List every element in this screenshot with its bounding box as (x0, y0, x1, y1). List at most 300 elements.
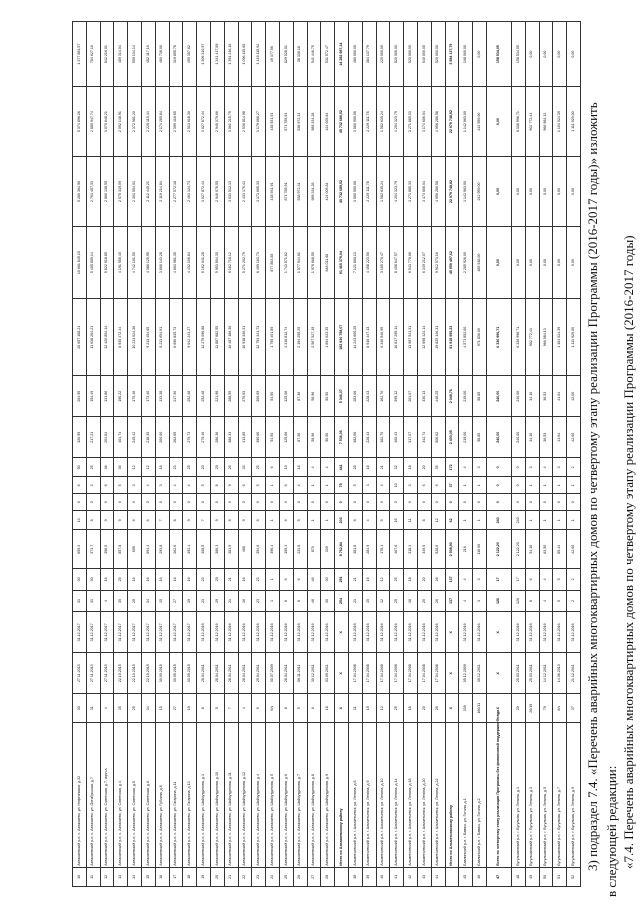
address-cell: Азнакаевский р-н, с. Азнакаево, ул. Советская, д.5 (128, 723, 142, 868)
table-cell: 6 182 718,12 (224, 226, 238, 298)
table-cell: 8 (252, 511, 266, 530)
table-cell: 1 142 963,00 (459, 87, 473, 157)
address-cell: Бавлинский р-н, г. Бавлы, ул. Гоголя, д.1 (459, 723, 473, 868)
table-cell: 2 301 554,01 (128, 157, 142, 227)
address-cell: Итого по Азнакаевскому району (335, 723, 349, 868)
table-row (431, 22, 445, 887)
table-cell: 382,06 (348, 417, 362, 458)
table-cell: 695 (128, 530, 142, 569)
table-cell: 0,00 (539, 226, 553, 298)
address-cell: Азнакаевский р-н, с. Азнакаево, ул. Шайхутдинова, д.1 (197, 723, 211, 868)
table-cell: 16 (155, 569, 169, 591)
table-cell: 489 314,04 (114, 22, 128, 87)
table-cell: 25 (279, 867, 293, 886)
table-cell: 125,06 (279, 376, 293, 417)
table-cell: 17.04.2008 (362, 653, 376, 694)
table-cell: 468 (238, 530, 252, 569)
table-cell: 11 (404, 511, 418, 530)
table-cell: 0 (511, 458, 525, 477)
table-cell: 18 (362, 458, 376, 477)
table-cell: 234,8 (293, 530, 307, 569)
table-cell: 26 (224, 458, 238, 477)
table-cell: 0,00 (486, 226, 511, 298)
table-cell: 108 000,00 (459, 22, 473, 87)
table-cell: 29 (210, 569, 224, 591)
table-cell: 41 (390, 867, 404, 886)
table-cell: 17 (486, 569, 511, 591)
table-cell: 3 174 606,04 (417, 87, 431, 157)
address-cell: Азнакаевский р-н, с. Азнакаево, ул. Шайхутдинова, д.10 (210, 723, 224, 868)
table-cell: 6 (128, 511, 142, 530)
table-cell: 392,4 (183, 530, 197, 569)
table-cell: 0,00 (539, 22, 553, 87)
table-cell: 31.12.2016 (473, 612, 487, 653)
table-cell: 13 087 541,31 (404, 299, 418, 376)
table-cell: 26 (431, 694, 445, 723)
table-cell: 902 772,44 (525, 87, 539, 157)
table-cell: 1 111 929,00 (567, 299, 581, 376)
table-cell: 317,07 (404, 417, 418, 458)
table-cell: 3 271 885,33 (404, 157, 418, 227)
table-cell: 396,4 (266, 530, 280, 569)
address-cell: Альметьевский р-н, г. Альметьевск, ул. Ленина, д.9 (362, 723, 376, 868)
table-cell: 17.04.2008 (417, 653, 431, 694)
table-cell: 0 (293, 494, 307, 511)
table-cell: 3 (525, 458, 539, 477)
table-cell: 0 (431, 494, 445, 511)
table-cell: 0 (486, 477, 511, 494)
table-cell: 490 357,82 (183, 22, 197, 87)
table-cell: 12 420 854,14 (100, 299, 114, 376)
table-cell: 8 211 654,91 (155, 299, 169, 376)
table-cell: 44 (431, 867, 445, 886)
table-cell: 538 972,31 (293, 157, 307, 227)
table-cell: 126 (511, 590, 525, 612)
table-cell: 32 (390, 458, 404, 477)
table-cell: 857,8 (114, 530, 128, 569)
table-cell: 640 000,00 (417, 22, 431, 87)
table-cell: 1 (321, 477, 335, 494)
table-cell: 2 122,20 (486, 530, 511, 569)
table-cell: 23 (197, 590, 211, 612)
table-cell: 21 (224, 569, 238, 591)
table-cell: 3 (362, 477, 376, 494)
table-cell: 2 536 814,98 (238, 87, 252, 157)
table-cell: 2 119 214,84 (155, 157, 169, 227)
table-cell: X (445, 612, 459, 653)
table-cell: 12 (431, 511, 445, 530)
table-cell: 870 (307, 530, 321, 569)
table-cell: 381,9 (224, 530, 238, 569)
table-cell: 0,00 (511, 157, 525, 227)
table-cell: 217,21 (86, 417, 100, 458)
table-cell: 36,53 (539, 417, 553, 458)
address-cell: Азнакаевский р-н, с. Азнакаево, ул. Нефтяников, д.32 (73, 723, 87, 868)
table-cell: 50 (539, 867, 553, 886)
table-cell: 3 027 872,44 (197, 157, 211, 227)
table-row (307, 22, 321, 887)
address-cell: Азнакаевский р-н, с. Азнакаево, ул. Шайхутдинова, д.5 (266, 723, 280, 868)
table-cell: 0,00 (511, 226, 525, 298)
table-cell: 371,7 (86, 530, 100, 569)
emergency-housing-table (72, 21, 581, 887)
table-cell: 4 (141, 477, 155, 494)
table-row (511, 22, 525, 887)
table-cell: 26 (431, 590, 445, 612)
table-cell: 0 (197, 494, 211, 511)
table-cell: 133,38 (155, 376, 169, 417)
table-cell: 242 959,00 (473, 157, 487, 227)
table-cell: 784 627,10 (86, 22, 100, 87)
table-cell: 49 (525, 867, 539, 886)
table-cell: 6 (307, 694, 321, 723)
table-cell: 0,00 (525, 157, 539, 227)
emergency-housing-table-container (72, 21, 575, 887)
table-cell: 4 (539, 590, 553, 612)
table-cell: 2 946 078,55 (210, 157, 224, 227)
table-cell: 8 (210, 477, 224, 494)
table-cell: 34 (141, 694, 155, 723)
table-cell: 3 560 900,06 (348, 87, 362, 157)
table-cell: 220 000,00 (376, 22, 390, 87)
table-body (73, 22, 581, 887)
table-cell: 25 (252, 458, 266, 477)
table-cell: 330,13 (417, 376, 431, 417)
table-cell: 386,33 (224, 417, 238, 458)
table-cell: 0 (169, 494, 183, 511)
table-cell: 1 (266, 569, 280, 591)
table-cell: 2 174 285,84 (155, 87, 169, 157)
table-cell: 3 070 648,21 (100, 87, 114, 157)
table-cell: 28 (321, 867, 335, 886)
table-cell: 14 243 600,25 (348, 299, 362, 376)
table-cell: 6 (279, 569, 293, 591)
table-cell: 8 (224, 511, 238, 530)
table-cell: 1 111 929,00 (567, 87, 581, 157)
table-cell: 659,3 (73, 530, 87, 569)
table-cell: 9 (224, 477, 238, 494)
table-cell: 6 (431, 477, 445, 494)
table-cell: 17.04.2008 (390, 653, 404, 694)
table-cell: 966 984,13 (539, 299, 553, 376)
table-cell: 25.03.2011 (525, 653, 539, 694)
table-cell: 871 785,91 (279, 157, 293, 227)
table-cell: 36,53 (539, 376, 553, 417)
table-cell: 438 931,91 (266, 157, 280, 227)
table-cell: 12 (376, 569, 390, 591)
table-row (348, 22, 362, 887)
table-cell: 441 (335, 458, 349, 477)
table-cell: 1 104 024,39 (553, 299, 567, 376)
table-cell: 25 (390, 590, 404, 612)
table-cell: 4 956 286,58 (431, 157, 445, 227)
table-cell: 4 432 106,64 (183, 226, 197, 298)
table-cell: 871 785,91 (279, 87, 293, 157)
table-cell: 262,6 (169, 530, 183, 569)
table-cell: 31.12.2016 (279, 612, 293, 653)
table-cell: 23 (252, 590, 266, 612)
table-cell: 1 391 216,16 (224, 22, 238, 87)
table-cell: 26 (431, 569, 445, 591)
table-cell: 2 (567, 590, 581, 612)
table-cell: 2 567 527,19 (307, 299, 321, 376)
table-cell: 22 979 748,82 (445, 157, 459, 227)
table-cell: 06.11.2011 (293, 653, 307, 694)
table-cell: 33 (238, 458, 252, 477)
table-cell: 1 582 635,24 (376, 87, 390, 157)
table-cell: 50,50 (321, 376, 335, 417)
table-cell: 0 (128, 494, 142, 511)
table-row (293, 22, 307, 887)
table-cell: 9 213 454,65 (141, 299, 155, 376)
table-cell: 31.12.2016 (197, 612, 211, 653)
table-cell: 1 (567, 511, 581, 530)
table-cell: 5 (293, 694, 307, 723)
table-cell: 8 (279, 694, 293, 723)
table-cell: 7 (224, 694, 238, 723)
table-cell: 8 (86, 511, 100, 530)
table-cell: 6 (100, 477, 114, 494)
table-cell: 18 (404, 458, 418, 477)
table-cell: 28.04.2011 (197, 653, 211, 694)
table-cell: 11 (348, 694, 362, 723)
table-cell: 41,64 (553, 417, 567, 458)
table-cell: 4 663 981,35 (169, 226, 183, 298)
table-cell: 8 (417, 511, 431, 530)
table-cell: 17.04.2008 (348, 653, 362, 694)
table-cell: 1 (525, 511, 539, 530)
table-cell: 45 732 689,52 (335, 87, 349, 157)
table-cell: 1 (567, 477, 581, 494)
table-cell: 21 (224, 590, 238, 612)
table-cell: 1 (459, 477, 473, 494)
table-cell: 28 (348, 458, 362, 477)
table-cell: 1 077 944,61 (293, 226, 307, 298)
table-cell: 694,4 (141, 530, 155, 569)
table-cell: 31.12.2016 (224, 612, 238, 653)
table-cell: 5 280 364,90 (73, 157, 87, 227)
table-cell: 0,00 (525, 22, 539, 87)
table-cell: 5 (553, 569, 567, 591)
table-cell: 2 948 379,66 (210, 87, 224, 157)
address-cell: Бугульминский р-н, г. Бугульма, ул. Ленина, д.7 (553, 723, 567, 868)
table-cell: 1 (266, 477, 280, 494)
table-cell: 21 (224, 867, 238, 886)
table-cell: 2 885 947,74 (86, 87, 100, 157)
table-cell: 6 349 212,07 (417, 226, 431, 298)
table-cell: 5 271 202,79 (238, 226, 252, 298)
table-cell: 2 229 111,78 (362, 87, 376, 157)
address-cell: Итого по Альметьевскому району (445, 723, 459, 868)
table-row (114, 22, 128, 887)
table-cell: 3 061 215,75 (224, 87, 238, 157)
table-cell: 46 (307, 590, 321, 612)
table-cell: 0,00 (567, 22, 581, 87)
table-cell: 14.12.2011 (539, 653, 553, 694)
table-cell: 116,00 (473, 530, 487, 569)
table-cell: 16 817 295,14 (390, 299, 404, 376)
table-cell: 3 (128, 477, 142, 494)
table-cell: 178,1 (376, 530, 390, 569)
table-cell: 18 (404, 569, 418, 591)
table-cell: 0 (539, 494, 553, 511)
table-cell: 125,06 (279, 417, 293, 458)
table-cell: 6 409 163,73 (252, 226, 266, 298)
table-cell: 5 (252, 694, 266, 723)
table-cell: 2 122,20 (511, 530, 525, 569)
table-cell: 16 (141, 569, 155, 591)
table-cell: 31.12.2017 (169, 612, 183, 653)
address-cell: Азнакаевский р-н, с. Азнакаево, ул. Шайхутдинова, д.7 (293, 723, 307, 868)
table-cell: 520 000,00 (431, 22, 445, 87)
address-cell: Азнакаевский р-н, с. Азнакаево, ул. Гагарина, д.13 (183, 723, 197, 868)
table-cell: 58,96 (307, 417, 321, 458)
table-cell: 27.11.2015 (86, 653, 100, 694)
table-cell: 2 433 176,41 (238, 157, 252, 227)
table-cell: 24 (266, 867, 280, 886)
table-cell: 182 930 758,07 (335, 299, 349, 376)
table-cell: 8 408 647,57 (390, 226, 404, 298)
table-cell: 201,07 (404, 376, 418, 417)
address-cell: Альметьевский р-н, г. Альметьевск, ул. Ленина, д.14 (390, 723, 404, 868)
table-cell: 240,00 (511, 417, 525, 458)
table-cell: 3 174 606,04 (417, 157, 431, 227)
table-cell: 31.12.2016 (376, 612, 390, 653)
address-cell: Азнакаевский р-н, с. Азнакаево, ул. Шайхутдинова, д.6 (279, 723, 293, 868)
table-cell: 25 (390, 569, 404, 591)
table-cell: 19 825 146,31 (431, 299, 445, 376)
table-cell: 15 (155, 694, 169, 723)
table-cell: 384 137,79 (362, 22, 376, 87)
table-cell: 14.06.2010 (553, 653, 567, 694)
table-row (279, 22, 293, 887)
table-cell: 42,00 (567, 417, 581, 458)
table-cell: 4 956 286,58 (431, 87, 445, 157)
table-cell: 27.11.2015 (100, 653, 114, 694)
table-cell: 204,84 (100, 417, 114, 458)
table-cell: 40 (376, 867, 390, 886)
table-cell: 28.04.2011 (279, 653, 293, 694)
table-cell: 54,50 (266, 376, 280, 417)
table-cell: 381,8 (348, 530, 362, 569)
table-cell: 4 (238, 694, 252, 723)
table-cell: 31.12.2017 (114, 612, 128, 653)
table-cell: 6 330 540,95 (376, 299, 390, 376)
table-cell: X (335, 653, 349, 694)
table-cell: 25 (86, 458, 100, 477)
section-title: «7.4. Перечень аварийных многоквартирных домов по четвертому этапу реализации Программы (2016-2017 годы) (621, 235, 636, 869)
table-cell: 175,46 (128, 376, 142, 417)
table-cell: 848 011,68 (321, 226, 335, 298)
table-cell: 31.12.2017 (141, 612, 155, 653)
table-cell: 62 (445, 511, 459, 530)
table-cell: 228,43 (362, 376, 376, 417)
table-cell: 12 (376, 590, 390, 612)
table-cell: 8 935 472,44 (114, 299, 128, 376)
address-cell: Азнакаевский р-н, с. Азнакаево, ул. Шайхутдинова, д.9 (321, 723, 335, 868)
table-cell: 11 (86, 867, 100, 886)
table-cell: 3 (473, 590, 487, 612)
table-cell: 27 (169, 590, 183, 612)
paragraph-line-1: 3) подраздел 7.4. «Перечень аварийных многоквартирных домов по четвертому этапу реализации Программы (2016-2017 годы)» изложить (585, 102, 600, 871)
table-cell: 4 (459, 569, 473, 591)
table-cell: 0 (279, 494, 293, 511)
table-cell: 5 953 804,35 (210, 226, 224, 298)
table-cell: 4 316 812,74 (279, 299, 293, 376)
table-cell: 20 (417, 694, 431, 723)
table-cell: 216 (459, 530, 473, 569)
table-cell: 23 (197, 569, 211, 591)
table-cell: 37 (567, 694, 581, 723)
table-cell: 308,5 (197, 530, 211, 569)
table-cell: 0,00 (486, 157, 511, 227)
table-cell: 2 860 138,55 (100, 157, 114, 227)
table-cell: 52 (567, 867, 581, 886)
address-cell: Азнакаевский р-н, с. Азнакаево, ул. Шайхутдинова, д.12 (238, 723, 252, 868)
table-cell: 9 912 573,16 (431, 226, 445, 298)
table-cell: 10 (73, 867, 87, 886)
table-cell: 30 (321, 569, 335, 591)
table-cell: 23 (252, 569, 266, 591)
table-cell: 11 887 882,55 (210, 299, 224, 376)
table-cell: 485 918,00 (473, 226, 487, 298)
table-cell: 3 868 143,28 (155, 226, 169, 298)
table-cell: 29 (210, 590, 224, 612)
table-row (539, 22, 553, 887)
table-cell: 4 (459, 590, 473, 612)
table-cell: 3 027 872,44 (197, 87, 211, 157)
table-cell: 0 (155, 494, 169, 511)
table-cell: 520 000,00 (404, 22, 418, 87)
table-cell: 254 (335, 590, 349, 612)
table-cell: 17 (511, 569, 525, 591)
table-cell: 279,46 (197, 417, 211, 458)
table-cell: 19 (183, 694, 197, 723)
table-cell: 16 (128, 569, 142, 591)
table-cell: 0,00 (553, 226, 567, 298)
table-cell: 19 (279, 458, 293, 477)
table-cell: 0 (553, 494, 567, 511)
table-cell: 1 743 571,82 (279, 226, 293, 298)
table-cell: 1 104 024,39 (553, 87, 567, 157)
address-cell: Альметьевский р-н, г. Альметьевск, ул. Ленина, д.18 (404, 723, 418, 868)
table-cell: 6 336 996,71 (511, 299, 525, 376)
table-cell: 2 229 111,78 (362, 157, 376, 227)
table-cell: 25.03.2011 (511, 653, 525, 694)
table-cell: 0 (252, 494, 266, 511)
table-cell: 0 (511, 494, 525, 511)
table-cell: 4 (169, 477, 183, 494)
table-row (73, 22, 87, 887)
table-cell: 0 (362, 494, 376, 511)
table-cell: 22.10.2015 (128, 653, 142, 694)
table-cell: 18 (404, 694, 418, 723)
table-cell: 42,00 (567, 530, 581, 569)
table-cell: 4 458 223,56 (362, 226, 376, 298)
table-cell: 12 (128, 458, 142, 477)
table-cell: 31 (86, 694, 100, 723)
table-cell: 2 761 457,33 (86, 157, 100, 227)
table-cell: 1 (553, 477, 567, 494)
table-cell: 30.07.2009 (266, 653, 280, 694)
table-cell: 12 793 341,73 (252, 299, 266, 376)
table-cell: 7 (197, 511, 211, 530)
table-cell: 11 638 264,21 (86, 299, 100, 376)
table-cell: 0 (224, 494, 238, 511)
table-cell: 158 534,05 (511, 22, 525, 87)
table-cell: 2 194 255,25 (293, 299, 307, 376)
table-cell: 0 (511, 477, 525, 494)
